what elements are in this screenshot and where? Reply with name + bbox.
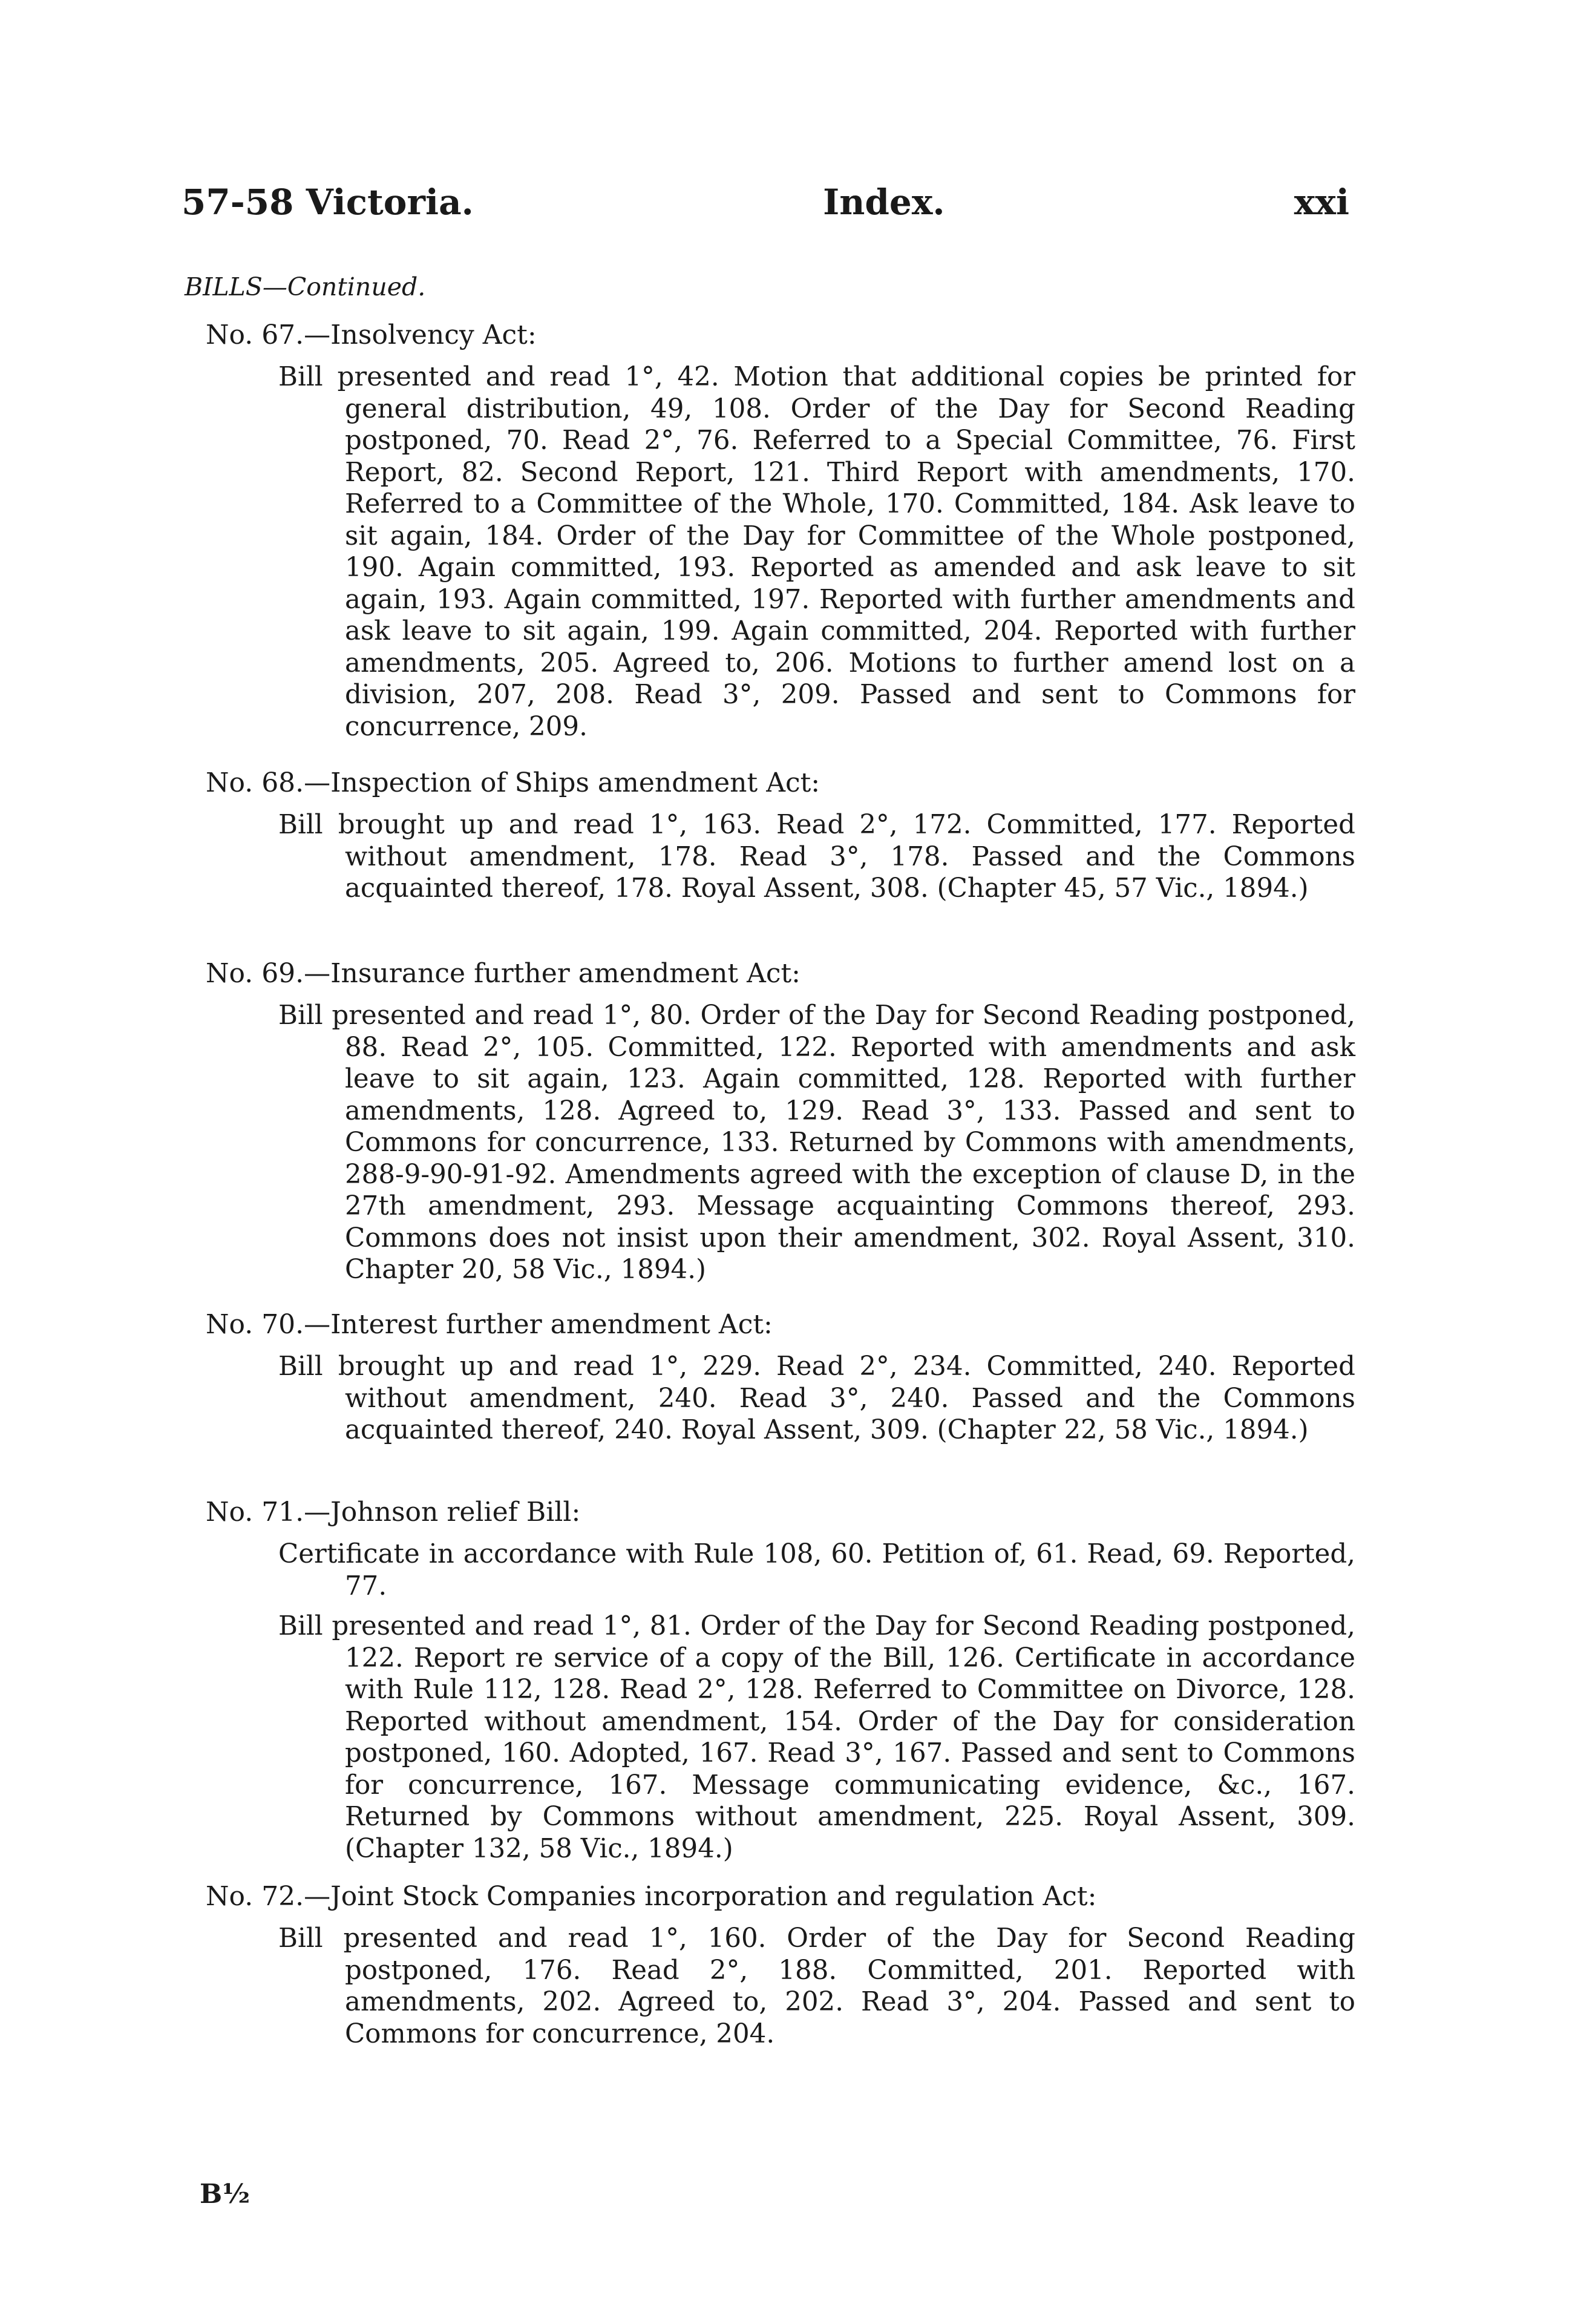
header-title: Index. — [823, 182, 945, 223]
entry-title: No. 67.—Insolvency Act: — [206, 320, 537, 350]
index-entry-72 — [206, 1879, 1355, 2050]
page-header — [182, 182, 1349, 236]
entry-paragraph: Bill brought up and read 1°, 163. Read 2°, 172. Committed, 177. Reported without amendment, 178. Read 3°, 178. Passed and the Commons acquainted thereof, 178. Royal Assent, 308. (Chapter 45, 57 Vic., 1894.) — [278, 810, 1355, 904]
entry-title: No. 69.—Insurance further amendment Act: — [206, 958, 800, 989]
index-entry-68 — [206, 766, 1355, 905]
entry-paragraph: Bill presented and read 1°, 80. Order of the Day for Second Reading postponed, 88. Read 2°, 105. Committed, 122. Reported with amendments and ask leave to sit again, 123. Again committed, 128. Reported with further amendments, 128. Agreed to, 129. Read 3°, 133. Passed and sent to Commons for concurrence, 133. Returned by Commons with amendments, 288-9-90-91-92. Amendments agreed with the exception of clause D, in the 27th amendment, 293. Message acquainting Commons thereof, 293. Commons does not insist upon their amendment, 302. Royal Assent, 310. Chapter 20, 58 Vic., 1894.) — [278, 1000, 1355, 1285]
entry-title: No. 70.—Interest further amendment Act: — [206, 1309, 773, 1340]
entry-paragraph: Bill presented and read 1°, 42. Motion that additional copies be printed for general distribution, 49, 108. Order of the Day for Second Reading postponed, 70. Read 2°, 76. Referred to a Special Committee, 76. First Report, 82. Second Report, 121. Third Report with amendments, 170. Referred to a Committee of the Whole, 170. Committed, 184. Ask leave to sit again, 184. Order of the Day for Committee of the Whole postponed, 190. Again committed, 193. Reported as amended and ask leave to sit again, 193. Again committed, 197. Reported with further amendments and ask leave to sit again, 199. Again committed, 204. Reported with further amendments, 205. Agreed to, 206. Motions to further amend lost on a division, 207, 208. Read 3°, 209. Passed and sent to Commons for concurrence, 209. — [278, 362, 1355, 742]
signature-mark: B½ — [200, 2179, 250, 2210]
index-entry-70 — [206, 1307, 1355, 1446]
entry-title: No. 68.—Inspection of Ships amendment Act: — [206, 767, 820, 798]
entry-paragraph: Bill presented and read 1°, 160. Order of the Day for Second Reading postponed, 176. Read 2°, 188. Committed, 201. Reported with amendments, 202. Agreed to, 202. Read 3°, 204. Passed and sent to Commons for concurrence, 204. — [278, 1923, 1355, 2049]
running-head — [185, 272, 425, 301]
running-head-continued: —Continued. — [262, 272, 426, 301]
index-entry-71 — [206, 1495, 1355, 1865]
entry-title: No. 72.—Joint Stock Companies incorporation and regulation Act: — [206, 1881, 1097, 1912]
index-entry-69 — [206, 956, 1355, 1286]
entry-paragraph: Certificate in accordance with Rule 108, 60. Petition of, 61. Read, 69. Reported, 77. — [278, 1539, 1355, 1601]
running-head-main: BILLS — [185, 272, 263, 301]
entry-title: No. 71.—Johnson relief Bill: — [206, 1497, 581, 1528]
header-page-number: xxi — [1294, 182, 1349, 223]
entry-paragraph: Bill brought up and read 1°, 229. Read 2°, 234. Committed, 240. Reported without amendment, 240. Read 3°, 240. Passed and the Commons acquainted thereof, 240. Royal Assent, 309. (Chapter 22, 58 Vic., 1894.) — [278, 1351, 1355, 1445]
header-volume: 57-58 Victoria. — [182, 182, 474, 223]
entry-paragraph: Bill presented and read 1°, 81. Order of the Day for Second Reading postponed, 122. Report re service of a copy of the Bill, 126. Certificate in accordance with Rule 112, 128. Read 2°, 128. Referred to Committee on Divorce, 128. Reported without amendment, 154. Order of the Day for consideration postponed, 160. Adopted, 167. Read 3°, 167. Passed and sent to Commons for concurrence, 167. Message communicating evidence, &c., 167. Returned by Commons without amendment, 225. Royal Assent, 309. (Chapter 132, 58 Vic., 1894.) — [278, 1611, 1355, 1864]
index-entry-67 — [206, 318, 1355, 743]
